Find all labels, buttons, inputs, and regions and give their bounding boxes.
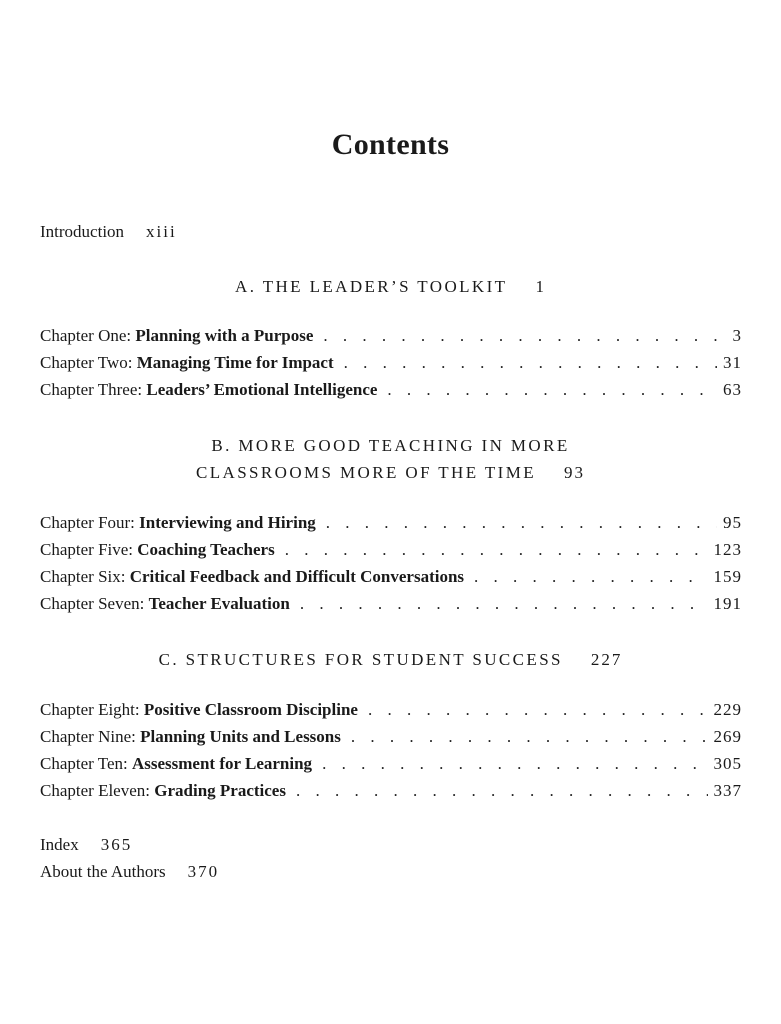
toc-entry[interactable] — [40, 567, 742, 594]
introduction-entry[interactable] — [40, 222, 177, 242]
toc-entry[interactable] — [40, 513, 742, 540]
toc-entry[interactable] — [40, 326, 742, 353]
back-matter-page: 370 — [187, 862, 220, 881]
chapter-label: Chapter Four: — [40, 513, 135, 532]
chapter-page: 305 — [713, 754, 742, 773]
dot-leader — [323, 326, 726, 346]
chapter-page: 191 — [713, 594, 742, 613]
section-page: 227 — [590, 650, 623, 669]
dot-leader — [322, 754, 707, 774]
back-matter-page: 365 — [100, 835, 133, 854]
section-a-heading[interactable] — [0, 273, 781, 300]
section-title-line: B. MORE GOOD TEACHING IN MORE — [211, 436, 570, 455]
chapter-title: Teacher Evaluation — [148, 594, 290, 613]
chapter-label: Chapter Three: — [40, 380, 143, 399]
dot-leader — [296, 781, 708, 801]
chapter-title: Positive Classroom Discipline — [143, 700, 358, 719]
chapter-title: Grading Practices — [154, 781, 286, 800]
chapter-page: 95 — [723, 513, 742, 532]
introduction-page: xiii — [146, 222, 177, 241]
section-c-heading[interactable] — [0, 646, 781, 673]
toc-entry[interactable] — [40, 700, 742, 727]
chapter-label: Chapter Ten: — [40, 754, 128, 773]
chapter-title: Planning with a Purpose — [135, 326, 314, 345]
chapter-title: Managing Time for Impact — [136, 353, 334, 372]
toc-entry[interactable] — [40, 353, 742, 380]
section-b-chapter-list — [40, 513, 742, 621]
dot-leader — [326, 513, 717, 533]
chapter-page: 159 — [713, 567, 742, 586]
chapter-title: Critical Feedback and Difficult Conversations — [129, 567, 465, 586]
dot-leader — [344, 353, 717, 373]
dot-leader — [351, 727, 708, 747]
chapter-label: Chapter Eleven: — [40, 781, 150, 800]
section-page: 93 — [564, 463, 585, 482]
introduction-label: Introduction — [40, 222, 125, 241]
chapter-title: Assessment for Learning — [131, 754, 313, 773]
section-c-chapter-list — [40, 700, 742, 808]
page-title: Contents — [331, 128, 450, 161]
chapter-title: Leaders’ Emotional Intelligence — [146, 380, 378, 399]
dot-leader — [474, 567, 707, 587]
chapter-page: 3 — [732, 326, 742, 345]
toc-entry[interactable] — [40, 754, 742, 781]
chapter-label: Chapter Eight: — [40, 700, 140, 719]
toc-entry[interactable] — [40, 727, 742, 754]
chapter-label: Chapter Nine: — [40, 727, 136, 746]
chapter-page: 269 — [713, 727, 742, 746]
dot-leader — [368, 700, 708, 720]
chapter-page: 63 — [723, 380, 742, 399]
toc-entry[interactable] — [40, 781, 742, 808]
chapter-page: 31 — [723, 353, 742, 372]
chapter-title: Planning Units and Lessons — [140, 727, 341, 746]
dot-leader — [300, 594, 708, 614]
section-title-line: CLASSROOMS MORE OF THE TIME — [196, 463, 536, 482]
section-b-heading[interactable] — [0, 432, 781, 486]
back-matter-label: Index — [40, 835, 79, 854]
toc-entry[interactable] — [40, 594, 742, 621]
chapter-page: 229 — [713, 700, 742, 719]
toc-entry[interactable] — [40, 380, 742, 407]
dot-leader — [387, 380, 717, 400]
chapter-label: Chapter Five: — [40, 540, 134, 559]
chapter-title: Interviewing and Hiring — [139, 513, 316, 532]
chapter-page: 123 — [713, 540, 742, 559]
chapter-label: Chapter One: — [40, 326, 132, 345]
section-a-chapter-list — [40, 326, 742, 407]
chapter-page: 337 — [713, 781, 742, 800]
chapter-label: Chapter Two: — [40, 353, 133, 372]
section-title-line: A. THE LEADER’S TOOLKIT — [235, 277, 508, 296]
about-authors-entry[interactable] — [40, 862, 219, 882]
index-entry[interactable] — [40, 835, 132, 855]
dot-leader — [285, 540, 708, 560]
back-matter-label: About the Authors — [40, 862, 166, 881]
chapter-label: Chapter Six: — [40, 567, 126, 586]
toc-entry[interactable] — [40, 540, 742, 567]
chapter-title: Coaching Teachers — [137, 540, 275, 559]
chapter-label: Chapter Seven: — [40, 594, 145, 613]
section-title-line: C. STRUCTURES FOR STUDENT SUCCESS — [158, 650, 563, 669]
section-page: 1 — [535, 277, 546, 296]
